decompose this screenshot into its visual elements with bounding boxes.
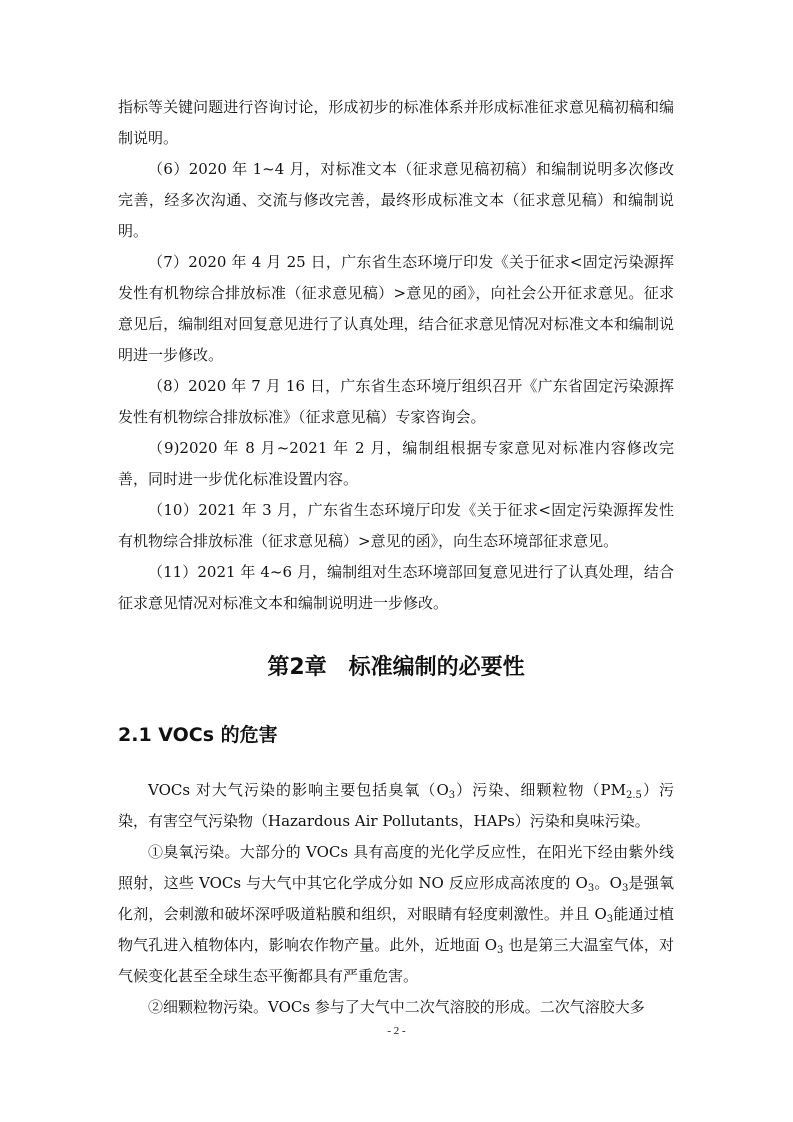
paragraph-item-7: （7）2020 年 4 月 25 日，广东省生态环境厅印发《关于征求<固定污染源挥发性有机物综合排放标准（征求意见稿）>意见的函》，向社会公开征求意见。征求意见后，编制组对回复意见进行了认真处理，结合征求意见情况对标准文本和编制说明进一步修改。 xyxy=(118,253,674,364)
document-page xyxy=(118,92,674,1023)
text-run: 是强氧化剂，会刺激和破坏深呼吸道粘膜和组织，对眼睛有轻度刺激性。并且 O xyxy=(118,874,674,923)
text-run: 。O xyxy=(594,874,622,892)
paragraph-item-10: （10）2021 年 3 月，广东省生态环境厅印发《关于征求<固定污染源挥发性有机物综合排放标准（征求意见稿）>意见的函》，向生态环境部征求意见。 xyxy=(118,501,674,550)
text-run: VOCs 对大气污染的影响主要包括臭氧（O xyxy=(148,781,449,799)
section-heading: 2.1 VOCs 的危害 xyxy=(118,724,278,746)
subscript: 3 xyxy=(606,914,614,925)
subscript: 3 xyxy=(621,883,629,894)
page-number: - 2 - xyxy=(387,1025,406,1037)
subscript: 2.5 xyxy=(626,790,642,801)
subscript: 3 xyxy=(448,790,456,801)
paragraph-particulate: ②细颗粒物污染。VOCs 参与了大气中二次气溶胶的形成。二次气溶胶大多 xyxy=(148,998,645,1016)
section-body xyxy=(118,775,674,1023)
text-run: ）污染、细颗粒物（PM xyxy=(455,781,627,799)
paragraph-ozone xyxy=(118,837,674,992)
text-run: ①臭氧污染。大部分的 VOCs 具有高度的光化学反应性，在阳光下经由紫外线照射，这些 VOCs 与大气中其它化学成分如 NO 反应形成高浓度的 O xyxy=(118,843,674,892)
text-run: 能通过植物气孔进入植物体内，影响农作物产量。此外，近地面 O xyxy=(118,905,674,954)
subscript: 3 xyxy=(497,945,504,956)
paragraph-continuation: 指标等关键问题进行咨询讨论，形成初步的标准体系并形成标准征求意见稿初稿和编制说明。 xyxy=(118,98,674,147)
subscript: 3 xyxy=(587,883,595,894)
text-run: ）污染，有害空气污染物（Hazardous Air Pollutants，HAPs）污染和臭味污染。 xyxy=(118,781,675,830)
paragraph-item-9: （9)2020 年 8 月~2021 年 2 月，编制组根据专家意见对标准内容修改完善，同时进一步优化标准设置内容。 xyxy=(118,439,674,488)
paragraph-vocs-impact xyxy=(118,775,674,837)
chapter-heading: 第2章 标准编制的必要性 xyxy=(267,655,525,680)
paragraph-item-6: （6）2020 年 1~4 月，对标准文本（征求意见稿初稿）和编制说明多次修改完善，经多次沟通、交流与修改完善，最终形成标准文本（征求意见稿）和编制说明。 xyxy=(118,160,674,240)
paragraph-item-11: （11）2021 年 4~6 月，编制组对生态环境部回复意见进行了认真处理，结合征求意见情况对标准文本和编制说明进一步修改。 xyxy=(118,563,674,612)
paragraph-item-8: （8）2020 年 7 月 16 日，广东省生态环境厅组织召开《广东省固定污染源挥发性有机物综合排放标准》（征求意见稿）专家咨询会。 xyxy=(118,377,674,426)
text-run: 也是第三大温室气体，对气候变化甚至全球生态平衡都具有严重危害。 xyxy=(118,936,674,985)
